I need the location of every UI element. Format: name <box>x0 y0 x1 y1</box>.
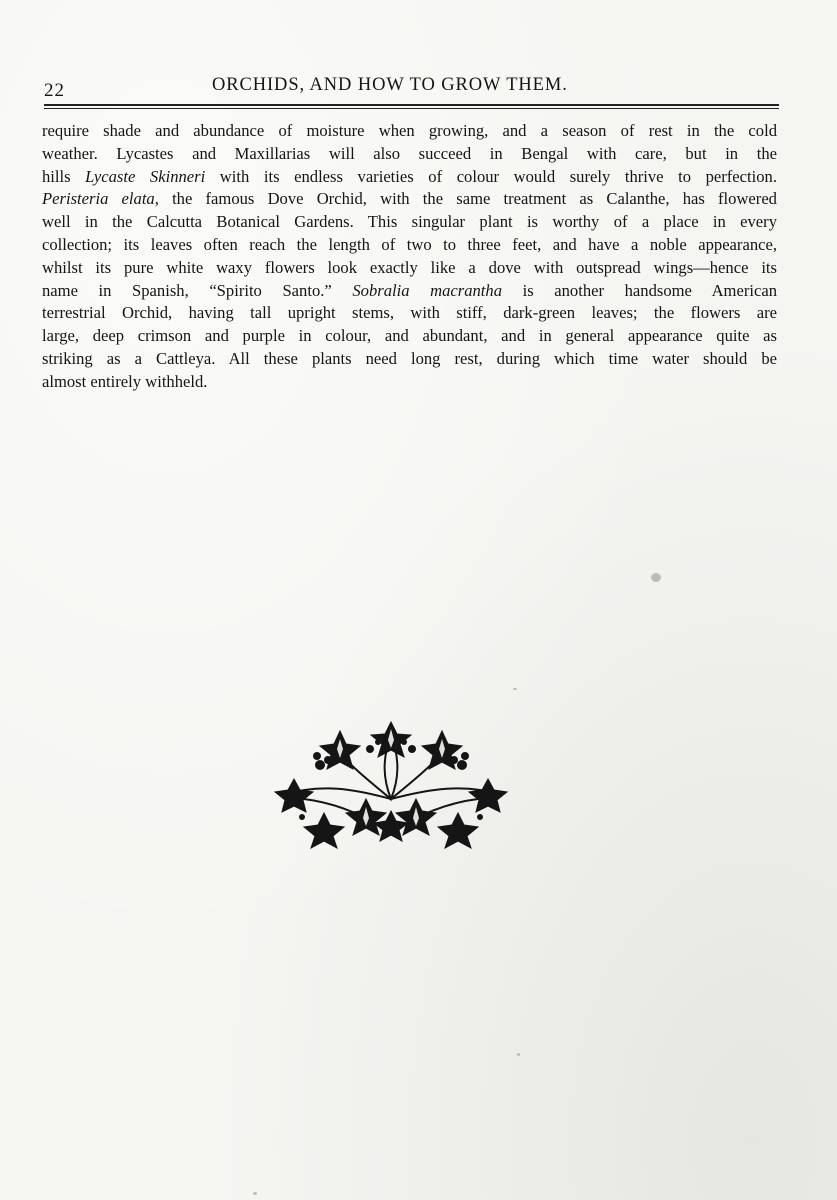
page-speck <box>513 688 517 690</box>
running-title: ORCHIDS, AND HOW TO GROW THEM. <box>212 75 568 95</box>
paragraph-line <box>42 143 777 166</box>
header-rule-thick <box>44 104 779 106</box>
ivy-vignette-icon <box>262 717 520 849</box>
italic-text-run: Sobralia macrantha <box>352 280 503 300</box>
paragraph-line <box>42 325 777 348</box>
italic-text-run: Lycaste Skinneri <box>85 166 206 186</box>
paragraph-line <box>42 280 777 303</box>
paragraph-line <box>42 348 777 371</box>
paragraph-line <box>42 166 777 189</box>
text-run: terrestrial Orchid, having tall upright stems, with stiff, dark-green leaves; the flowers are <box>42 303 777 323</box>
text-run: is another handsome American <box>502 280 777 300</box>
text-run: collection; its leaves often reach the length of two to three feet, and have a noble appearance, <box>42 234 777 254</box>
paragraph-line <box>42 211 777 234</box>
paragraph-line <box>42 234 777 257</box>
paragraph-line <box>42 120 777 143</box>
page-number: 22 <box>44 80 65 101</box>
body-text <box>42 120 777 394</box>
page-header <box>44 71 780 105</box>
page-speck <box>517 1053 520 1056</box>
text-run: whilst its pure white waxy flowers look exactly like a dove with outspread wings—hence its <box>42 257 777 277</box>
page-speck <box>651 573 661 582</box>
header-rule-thin <box>44 108 779 109</box>
text-run: , the famous Dove Orchid, with the same treatment as Calanthe, has flowered <box>154 189 777 209</box>
text-run: with its endless varieties of colour would surely thrive to perfection. <box>205 166 777 186</box>
text-run: striking as a Cattleya. All these plants need long rest, during which time water should be <box>42 348 777 368</box>
text-run: require shade and abundance of moisture when growing, and a season of rest in the cold <box>42 121 777 140</box>
text-run: weather. Lycastes and Maxillarias will also succeed in Bengal with care, but in the <box>42 143 777 163</box>
text-run: large, deep crimson and purple in colour, and abundant, and in general appearance quite as <box>42 326 777 346</box>
italic-text-run: Peristeria elata <box>42 189 155 209</box>
text-run: hills <box>42 166 86 186</box>
paragraph-line <box>42 257 777 280</box>
paragraph-line <box>42 371 777 394</box>
page-speck <box>253 1192 257 1195</box>
text-run: name in Spanish, “Spirito Santo.” <box>42 280 353 300</box>
text-run: well in the Calcutta Botanical Gardens. This singular plant is worthy of a place in every <box>42 212 777 232</box>
paragraph-line <box>42 302 777 325</box>
text-run: almost entirely withheld. <box>42 371 208 391</box>
paragraph-line <box>42 188 777 211</box>
